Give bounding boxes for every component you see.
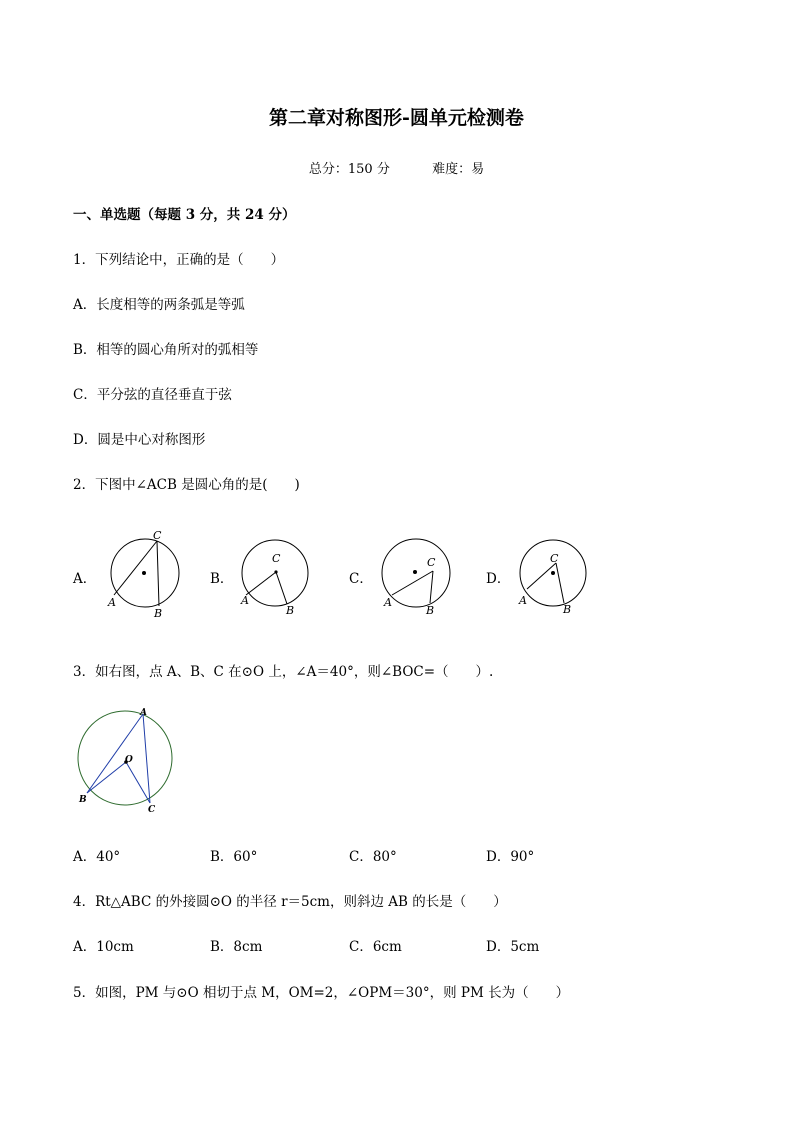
question-4-stem: 4．Rt△ABC 的外接圆⊙O 的半径 r＝5cm，则斜边 AB 的长是（ ） — [73, 894, 507, 910]
chord-cb — [430, 571, 433, 603]
chord-cb — [157, 541, 159, 606]
question-2-label-b: B． — [210, 571, 234, 587]
question-4-option-b: B．8cm — [210, 939, 263, 955]
point-a-label: A — [519, 594, 527, 607]
point-b-label: B — [286, 604, 295, 617]
question-1-option-d: D．圆是中心对称图形 — [73, 432, 206, 448]
center-dot — [142, 571, 146, 575]
chord-ac — [143, 714, 150, 803]
question-2-figure-d — [512, 532, 602, 622]
question-1-option-b: B．相等的圆心角所对的弧相等 — [73, 342, 259, 358]
chord-ab — [87, 714, 143, 793]
section-heading: 一、单选题（每题 3 分，共 24 分） — [73, 207, 296, 223]
question-3-option-a: A．40° — [73, 849, 121, 865]
radius-oc — [126, 762, 150, 803]
point-c-label: C — [272, 552, 281, 565]
question-3-option-b: B．60° — [210, 849, 258, 865]
point-c-label: C — [427, 556, 436, 569]
question-1-stem: 1．下列结论中，正确的是（ ） — [73, 252, 285, 268]
point-b-label: B — [426, 604, 435, 617]
question-2-figure-b — [232, 532, 322, 622]
exam-meta — [0, 158, 793, 177]
point-a-label: A — [384, 596, 392, 609]
center-dot — [274, 570, 277, 573]
center-dot — [551, 571, 555, 575]
question-2-figure-a — [100, 525, 190, 620]
point-o-label: O — [125, 755, 133, 765]
question-1-option-a: A．长度相等的两条弧是等弧 — [73, 297, 245, 313]
question-2-figure-c — [375, 530, 470, 625]
difficulty: 难度：易 — [432, 162, 485, 177]
radius-ob — [87, 762, 126, 793]
question-2-label-c: C． — [349, 571, 373, 587]
page-title: 第二章对称图形-圆单元检测卷 — [269, 107, 524, 129]
question-4-option-d: D．5cm — [486, 939, 540, 955]
question-3-figure — [70, 705, 180, 820]
point-c-label: C — [153, 529, 162, 542]
question-4-option-c: C．6cm — [349, 939, 402, 955]
question-1-option-c: C．平分弦的直径垂直于弦 — [73, 387, 232, 403]
question-4-option-a: A．10cm — [73, 939, 134, 955]
chord-ca — [527, 563, 556, 589]
point-a-label: A — [140, 708, 147, 718]
total-score: 总分：150 分 — [308, 162, 390, 177]
chord-cb — [556, 563, 564, 603]
question-2-stem: 2．下图中∠ACB 是圆心角的是( ) — [73, 477, 300, 493]
point-c-label: C — [550, 552, 559, 565]
chord-ca — [392, 571, 433, 595]
question-3-option-d: D．90° — [486, 849, 535, 865]
question-3-stem: 3．如右图，点 A、B、C 在⊙O 上，∠A＝40°，则∠BOC=（ ）. — [73, 664, 494, 680]
point-c-label: C — [148, 805, 156, 815]
center-dot — [413, 570, 417, 574]
point-a-label: A — [241, 594, 249, 607]
question-2-label-d: D． — [486, 571, 511, 587]
point-b-label: B — [79, 795, 87, 805]
question-3-option-c: C．80° — [349, 849, 397, 865]
point-a-label: A — [108, 596, 116, 609]
question-5-stem: 5．如图，PM 与⊙O 相切于点 M，OM=2，∠OPM＝30°，则 PM 长为（ ） — [73, 985, 570, 1001]
radius-ca — [246, 572, 276, 595]
point-b-label: B — [154, 607, 163, 620]
point-b-label: B — [563, 603, 572, 616]
question-2-label-a: A． — [73, 571, 97, 587]
radius-cb — [276, 572, 287, 604]
